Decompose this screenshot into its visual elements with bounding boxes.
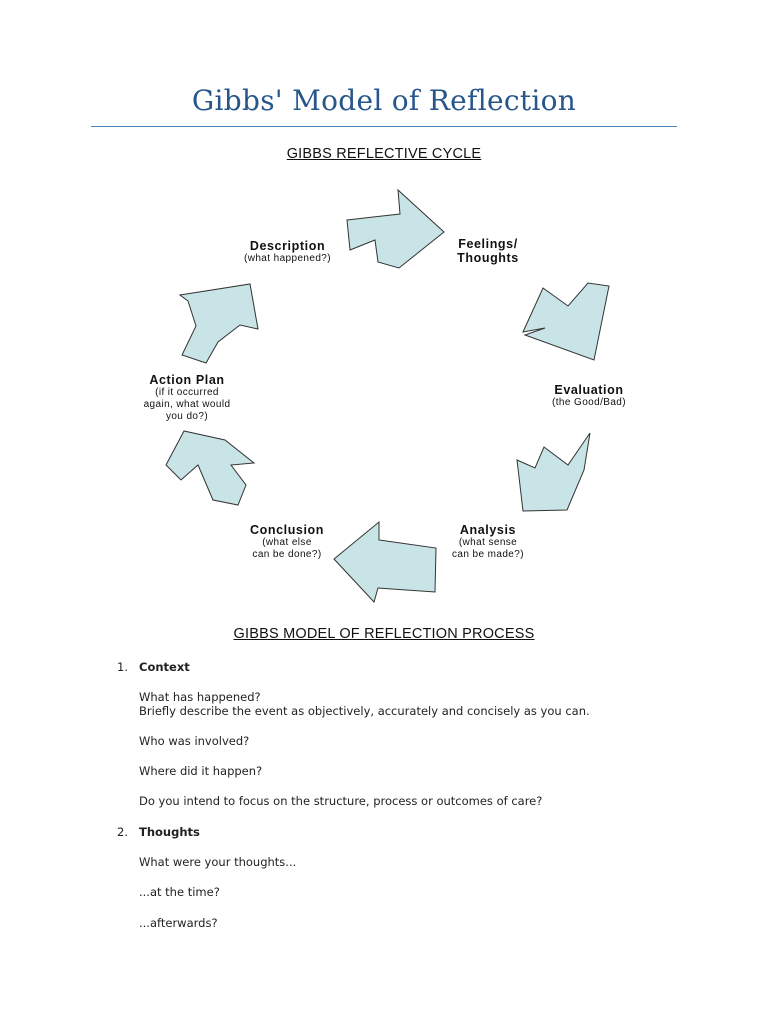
stage-analysis: [428, 523, 548, 561]
item-paragraph: ...afterwards?: [139, 916, 218, 930]
stage-conclusion-sub-1: (what else: [262, 537, 312, 548]
item-number: 2.: [117, 825, 128, 839]
stage-analysis-sub-2: can be made?): [452, 549, 524, 560]
page-title: Gibbs' Model of Reflection: [191, 84, 577, 117]
item-paragraph: What were your thoughts...: [139, 855, 297, 869]
stage-action-plan-sub-1: (if it occurred: [155, 387, 219, 398]
stage-analysis-title: Analysis: [459, 523, 517, 537]
process-heading: GIBBS MODEL OF REFLECTION PROCESS: [233, 626, 535, 642]
item-paragraph: Do you intend to focus on the structure, process or outcomes of care?: [139, 794, 543, 808]
arrow-feelings-to-evaluation: [523, 283, 609, 360]
stage-feelings-title-1: Feelings/: [458, 237, 518, 251]
stage-evaluation-sub: (the Good/Bad): [552, 397, 626, 408]
stage-analysis-sub-1: (what sense: [458, 537, 518, 548]
item-paragraph: Briefly describe the event as objectively, accurately and concisely as you can.: [139, 704, 590, 718]
stage-evaluation-title: Evaluation: [554, 383, 624, 397]
stage-conclusion-title: Conclusion: [249, 523, 325, 537]
item-title-thoughts: Thoughts: [139, 825, 200, 839]
stage-conclusion-sub-2: can be done?): [252, 549, 322, 560]
stage-description: [220, 239, 355, 265]
stage-feelings-title-2: Thoughts: [457, 251, 519, 265]
item-number: 1.: [117, 660, 128, 674]
stage-action-plan-sub-3: you do?): [165, 411, 209, 422]
stage-action-plan-title: Action Plan: [149, 373, 225, 387]
stage-action-plan: [124, 373, 250, 423]
arrow-analysis-to-conclusion: [334, 522, 436, 602]
cycle-heading: GIBBS REFLECTIVE CYCLE: [286, 146, 482, 162]
arrow-action-plan-to-description: [180, 284, 258, 363]
arrow-conclusion-to-action-plan: [166, 431, 254, 505]
stage-evaluation: [528, 383, 650, 409]
item-paragraph: ...at the time?: [139, 885, 220, 899]
stage-action-plan-sub-2: again, what would: [143, 399, 231, 410]
item-paragraph: Where did it happen?: [139, 764, 263, 778]
item-paragraph: What has happened?: [139, 690, 261, 704]
stage-feelings: [430, 237, 546, 265]
item-paragraph: Who was involved?: [139, 734, 250, 748]
stage-conclusion: [225, 523, 349, 561]
arrow-evaluation-to-analysis: [517, 433, 590, 511]
stage-description-title: Description: [249, 239, 326, 253]
item-title-context: Context: [139, 660, 190, 674]
stage-description-sub: (what happened?): [243, 253, 331, 264]
